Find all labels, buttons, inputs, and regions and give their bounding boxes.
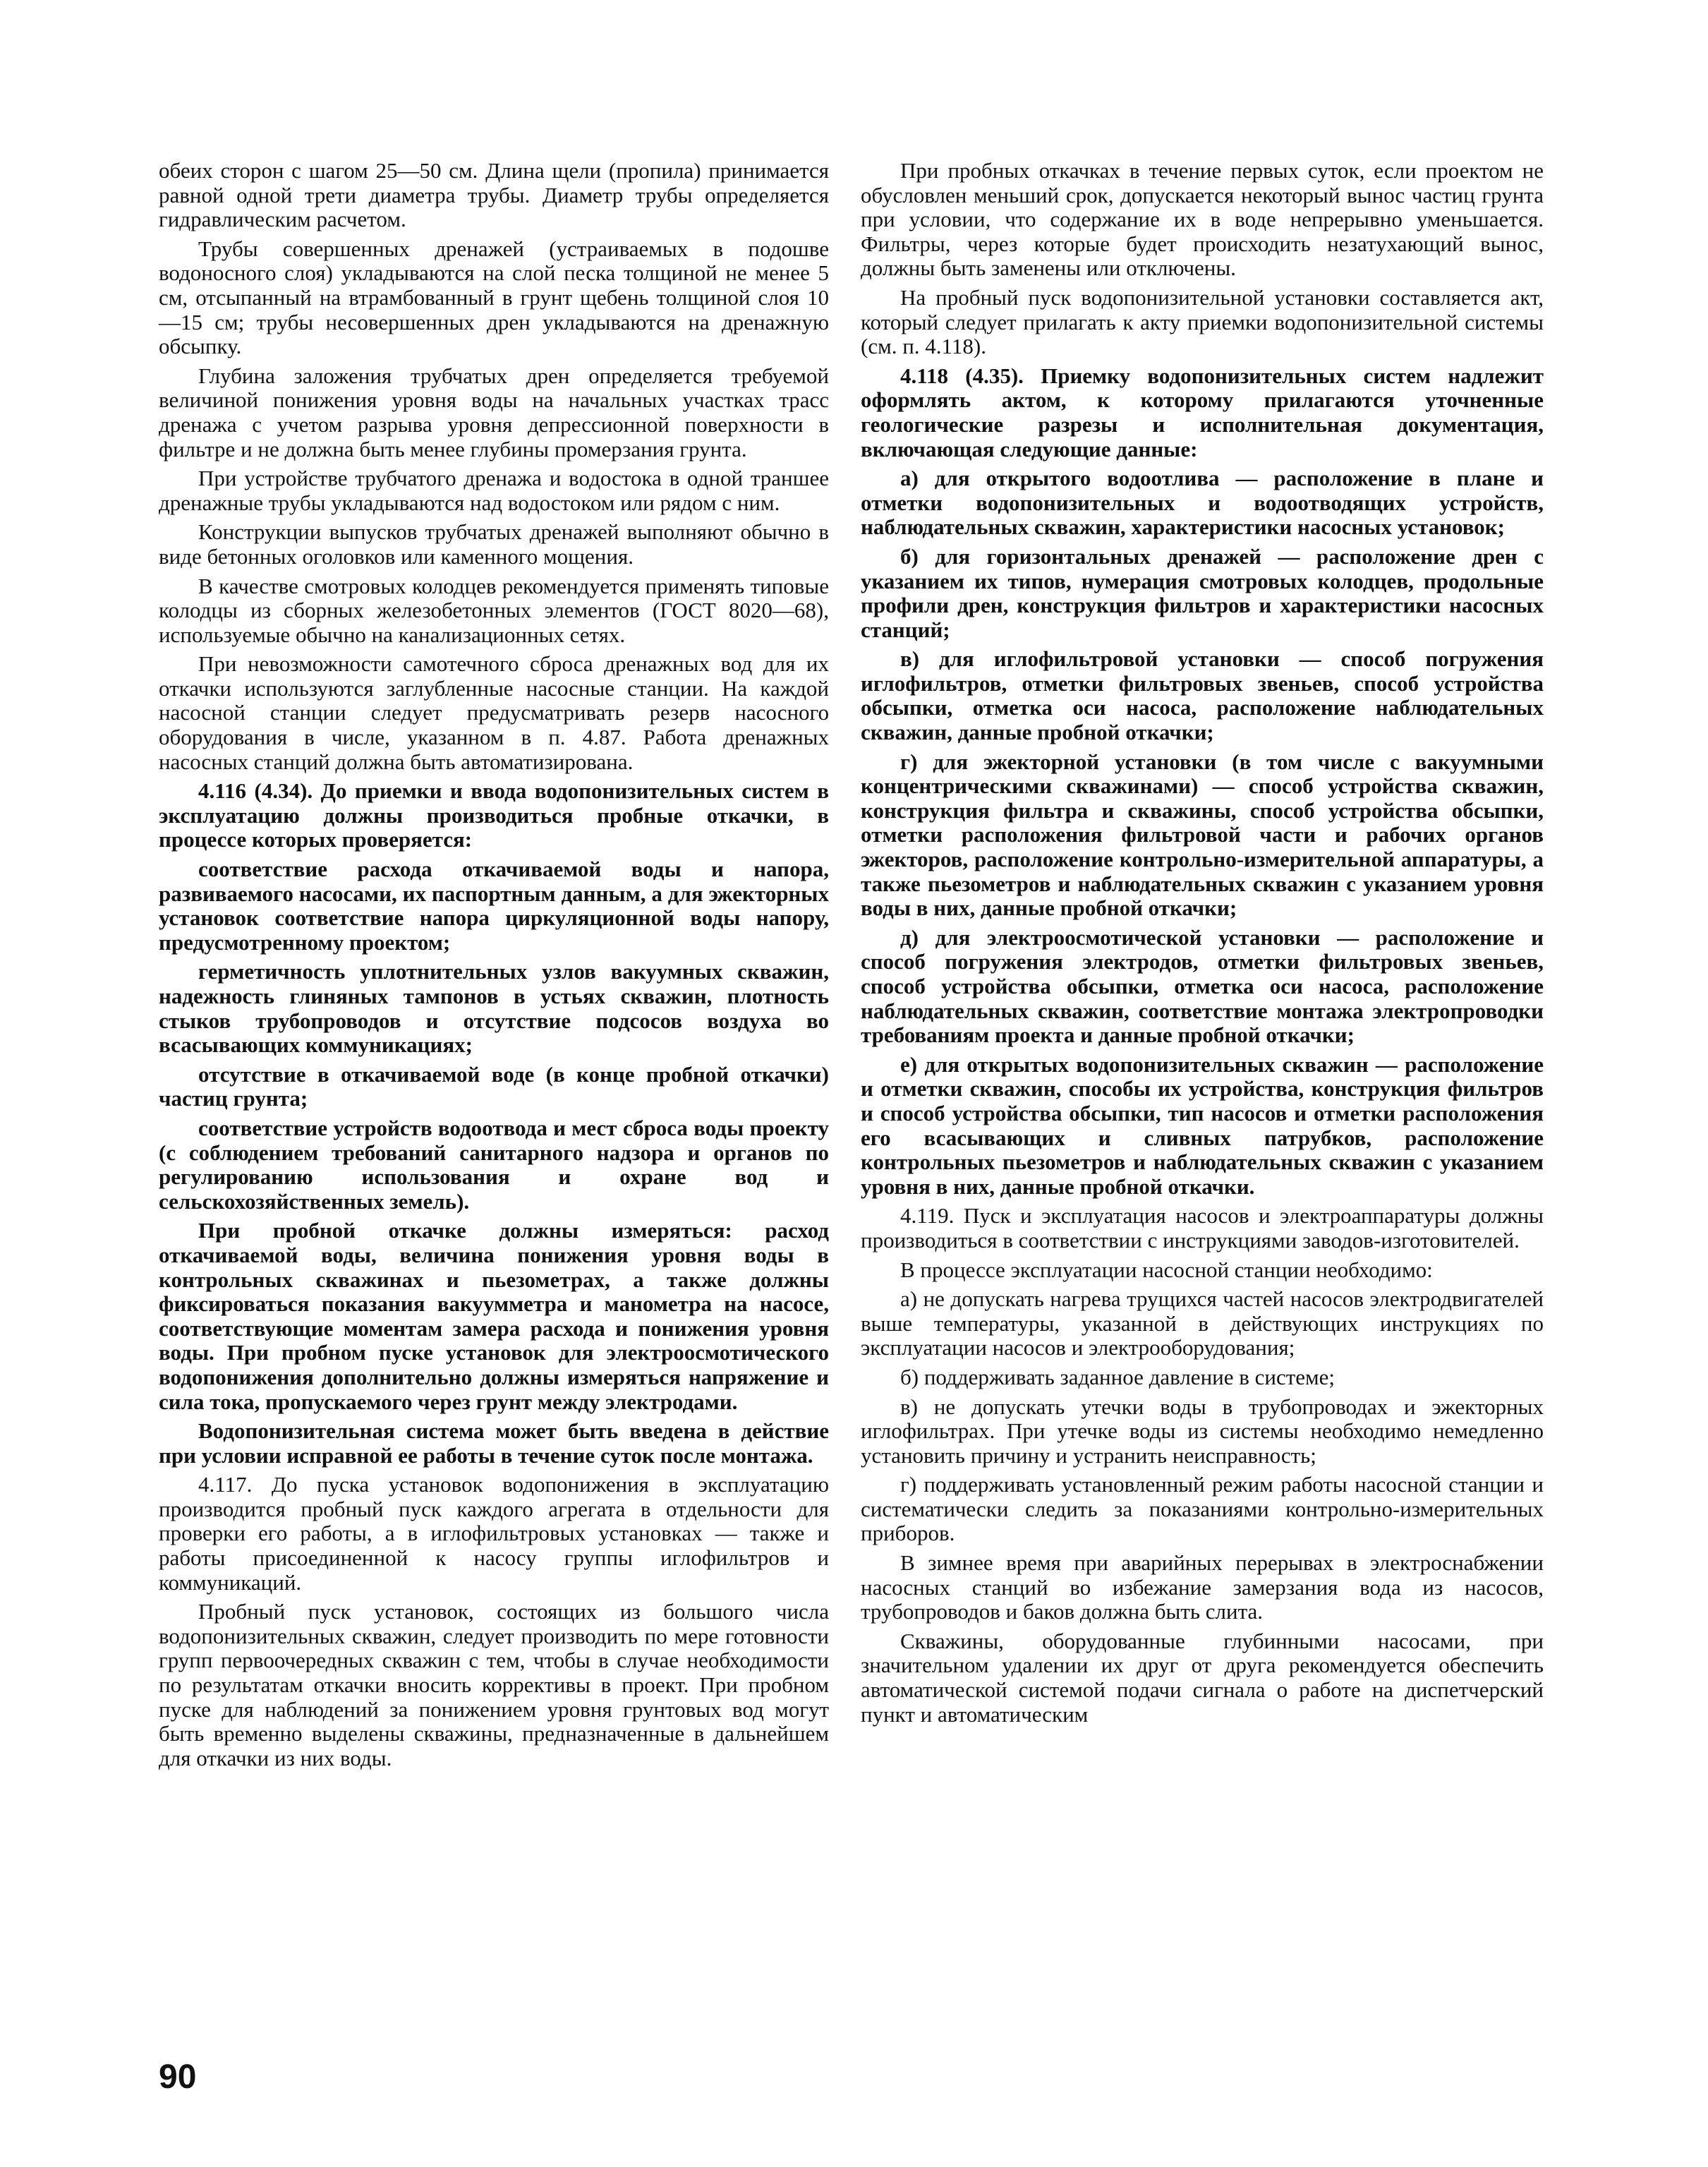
paragraph: Глубина заложения трубчатых дрен определяется требуемой величиной понижения уровня воды на начальных участках трасс дренажа с учетом разрыва уровня депрессионной поверхности в фильтре и не должна быть менее глубины промерзания грунта. [159,363,829,461]
paragraph: е) для открытых водопонизительных скважин — расположение и отметки скважин, способы их устройства, конструкция фильтров и способ устройства обсыпки, тип насосов и отметки расположения его всасывающих и сливных патрубков, расположение контрольных пьезометров и наблюдательных скважин с указанием уровня в них, данные пробной откачки. [861,1051,1544,1199]
paragraph: На пробный пуск водопонизительной установки составляется акт, который следует прилагать к акту приемки водопонизительной системы (см. п. 4.118). [861,284,1544,359]
paragraph: При устройстве трубчатого дренажа и водостока в одной траншее дренажные трубы укладываются над водостоком или рядом с ним. [159,466,829,515]
paragraph: При пробных откачках в течение первых суток, если проектом не обусловлен меньший срок, допускается некоторый вынос частиц грунта при условии, что содержание их в воде непрерывно уменьшается. Фильтры, через которые будет происходить незатухающий вынос, должны быть заменены или отключены. [861,158,1544,281]
paragraph: 4.119. Пуск и эксплуатация насосов и электроаппаратуры должны производиться в соответствии с инструкциями заводов-изготовителей. [861,1203,1544,1252]
paragraph: б) для горизонтальных дренажей — расположение дрен с указанием их типов, нумерация смотровых колодцев, продольные профили дрен, конструкция фильтров и характеристики насосных станций; [861,543,1544,642]
paragraph: В зимнее время при аварийных перерывах в электроснабжении насосных станций во избежание замерзания вода из насосов, трубопроводов и баков должна быть слита. [861,1550,1544,1624]
paragraph: В процессе эксплуатации насосной станции необходимо: [900,1257,1433,1282]
paragraph: 4.118 (4.35). Приемку водопонизительных систем надлежит оформлять актом, к которому прилагаются уточненные геологические разрезы и исполнительная документация, включающая следующие данные: [861,363,1544,461]
paragraph: Скважины, оборудованные глубинными насосами, при значительном удалении их друг от друга рекомендуется обеспечить автоматической системой подачи сигнала о работе на диспетчерский пункт и автоматическим [861,1628,1544,1727]
paragraph: соответствие расхода откачиваемой воды и напора, развиваемого насосами, их паспортным данным, а для эжекторных установок соответствие напора циркуляционной воды напору, предусмотренному проектом; [159,857,829,955]
right-column [861,159,1544,1732]
paragraph: обеих сторон с шагом 25—50 см. Длина щели (пропила) принимается равной одной трети диаметра трубы. Диаметр трубы определяется гидравлическим расчетом. [159,158,829,232]
paragraph: При пробной откачке должны измеряться: расход откачиваемой воды, величина понижения уровня воды в контрольных скважинах и пьезометрах, а также должны фиксироваться показания вакуумметра и манометра на насосе, соответствующие моментам замера расхода и понижения уровня воды. При пробном пуске установок для электроосмотического водопонижения дополнительно должны измеряться напряжение и сила тока, пропускаемого через грунт между электродами. [159,1218,829,1414]
paragraph: В качестве смотровых колодцев рекомендуется применять типовые колодцы из сборных железобетонных элементов (ГОСТ 8020—68), используемые обычно на канализационных сетях. [159,573,829,647]
paragraph: в) для иглофильтровой установки — способ погружения иглофильтров, отметки фильтровых звеньев, способ устройства обсыпки, отметка оси насоса, расположение наблюдательных скважин, данные пробной откачки; [861,646,1544,745]
paragraph: 4.117. До пуска установок водопонижения в эксплуатацию производится пробный пуск каждого агрегата в отдельности для проверки его работы, а в иглофильтровых установках — также и работы присоединенной к насосу группы иглофильтров и коммуникаций. [159,1472,829,1595]
paragraph: д) для электроосмотической установки — расположение и способ погружения электродов, отметки фильтровых звеньев, способ устройства обсыпки, отметка оси насоса, расположение наблюдательных скважин, соответствие монтажа электропроводки требованиям проекта и данные пробной откачки; [861,924,1544,1048]
paragraph: Трубы совершенных дренажей (устраиваемых в подошве водоносного слоя) укладываются на слой песка толщиной не менее 5 см, отсыпанный на втрамбованный в грунт щебень толщиной слоя 10—15 см; трубы несовершенных дрен укладываются на дренажную обсыпку. [159,236,829,359]
paragraph: отсутствие в откачиваемой воде (в конце пробной откачки) частиц грунта; [159,1061,829,1111]
paragraph: г) поддерживать установленный режим работы насосной станции и систематически следить за показаниями контрольно-измерительных приборов. [861,1472,1544,1546]
left-column [159,159,829,1775]
paragraph: Водопонизительная система может быть введена в действие при условии исправной ее работы в течение суток после монтажа. [159,1418,829,1468]
paragraph: 4.116 (4.34). До приемки и ввода водопонизительных систем в эксплуатацию должны производиться пробные откачки, в процессе которых проверяется: [159,778,829,852]
paragraph: в) не допускать утечки воды в трубопроводах и эжекторных иглофильтрах. При утечке воды из системы необходимо немедленно установить причину и устранить неисправность; [861,1394,1544,1468]
paragraph: герметичность уплотнительных узлов вакуумных скважин, надежность глиняных тампонов в устьях скважин, плотность стыков трубопроводов и отсутствие подсосов воздуха во всасывающих коммуникациях; [159,959,829,1058]
paragraph: а) не допускать нагрева трущихся частей насосов электродвигателей выше температуры, указанной в действующих инструкциях по эксплуатации насосов и электрооборудования; [861,1286,1544,1360]
paragraph: г) для эжекторной установки (в том числе с вакуумными концентрическими скважинами) — способ устройства скважин, конструкция фильтра и скважины, способ устройства обсыпки, отметки расположения фильтровой части и рабочих органов эжекторов, расположение контрольно-измерительной аппаратуры, а также пьезометров и наблюдательных скважин с указанием уровня воды в них, данные пробной откачки; [861,749,1544,921]
paragraph: Пробный пуск установок, состоящих из большого числа водопонизительных скважин, следует производить по мере готовности групп первоочередных скважин с тем, чтобы в случае необходимости по результатам откачки вносить коррективы в проект. При пробном пуске для наблюдений за понижением уровня грунтовых вод могут быть временно выделены скважины, предназначенные в дальнейшем для откачки из них воды. [159,1599,829,1770]
paragraph: Конструкции выпусков трубчатых дренажей выполняют обычно в виде бетонных оголовков или каменного мощения. [159,519,829,569]
paragraph: При невозможности самотечного сброса дренажных вод для их откачки используются заглубленные насосные станции. На каждой насосной станции следует предусматривать резерв насосного оборудования в числе, указанном в п. 4.87. Работа дренажных насосных станций должна быть автоматизирована. [159,651,829,774]
paragraph: соответствие устройств водоотвода и мест сброса воды проекту (с соблюдением требований санитарного надзора и органов по регулированию использования и охране вод и сельскохозяйственных земель). [159,1115,829,1214]
page-number: 90 [159,2058,197,2096]
paragraph: б) поддерживать заданное давление в системе; [900,1364,1335,1389]
paragraph: а) для открытого водоотлива — расположение в плане и отметки водопонизительных и водоотводящих устройств, наблюдательных скважин, характеристики насосных установок; [861,466,1544,540]
